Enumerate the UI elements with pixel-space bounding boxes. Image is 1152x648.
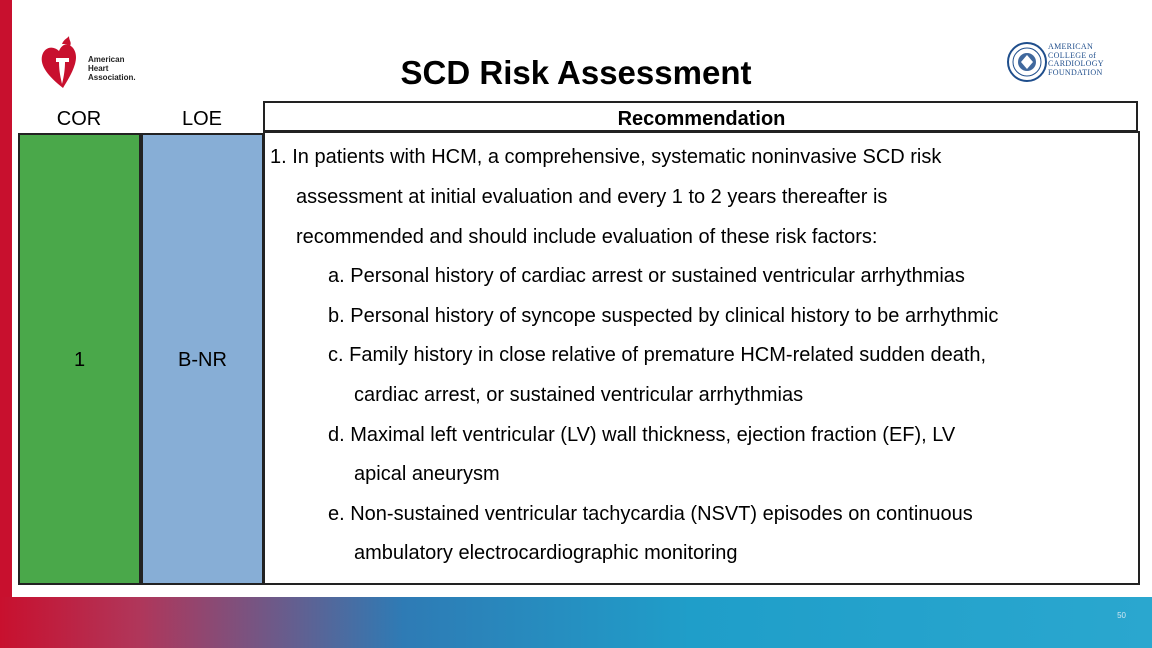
intro-line: recommended and should include evaluation of these risk factors: [296, 226, 878, 248]
risk-factor-item: e. Non-sustained ventricular tachycardia (NSVT) episodes on continuous [328, 503, 973, 525]
aha-line: Heart [88, 64, 109, 73]
slide-title: SCD Risk Assessment [400, 54, 752, 91]
intro-line: assessment at initial evaluation and every 1 to 2 years thereafter is [296, 186, 888, 208]
risk-factor-item: a. Personal history of cardiac arrest or sustained ventricular arrhythmias [328, 265, 965, 287]
risk-factor-item: c. Family history in close relative of premature HCM-related sudden death, [328, 344, 987, 366]
risk-factor-item-continued: cardiac arrest, or sustained ventricular arrhythmias [354, 384, 804, 406]
cor-value: 1 [73, 349, 86, 371]
bottom-gradient-bar [0, 597, 1152, 648]
aha-line: American [88, 55, 125, 64]
risk-factor-item-continued: apical aneurysm [354, 463, 500, 485]
header-cor: COR [56, 108, 102, 130]
risk-factor-item: b. Personal history of syncope suspected by clinical history to be arrhythmic [328, 305, 999, 327]
page-number: 50 [1117, 611, 1126, 620]
acc-line: COLLEGE of [1048, 50, 1097, 60]
acc-line: CARDIOLOGY [1048, 59, 1104, 68]
aha-line: Association. [88, 73, 136, 82]
risk-factor-item-continued: ambulatory electrocardiographic monitoring [354, 542, 738, 564]
risk-factor-item: d. Maximal left ventricular (LV) wall thickness, ejection fraction (EF), LV [328, 424, 956, 446]
acc-line: FOUNDATION [1048, 67, 1103, 77]
loe-value: B-NR [178, 349, 227, 371]
header-recommendation: Recommendation [617, 108, 786, 130]
acc-line: AMERICAN [1048, 42, 1094, 51]
intro-line: 1. In patients with HCM, a comprehensive, systematic noninvasive SCD risk [270, 146, 942, 168]
left-accent-bar [0, 0, 12, 648]
header-loe: LOE [181, 108, 223, 130]
